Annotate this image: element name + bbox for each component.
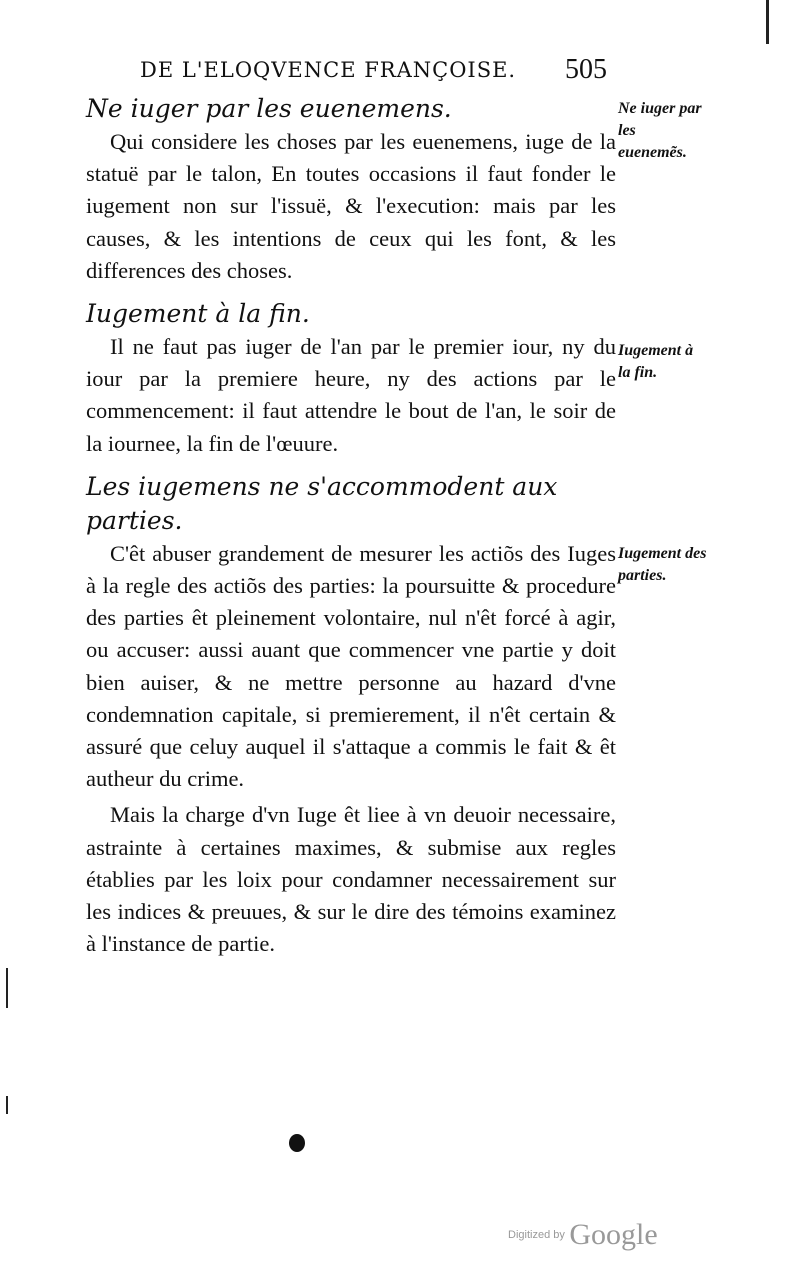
- ornament-dot: [289, 1134, 305, 1152]
- margin-note-iugement-fin: Iugement à la fin.: [618, 342, 694, 381]
- running-header: DE L'ELOQVENCE FRANÇOISE.: [140, 58, 517, 82]
- paragraph: Qui considere les choses par les euenemens, iuge de la statuë par le talon, En toutes occasions il faut fonder le iugement non sur l'issuë, & l'execution: mais par les causes, & les intentions de ceux qui les font, & les differences des choses.: [86, 129, 616, 283]
- paragraph: C'êt abuser grandement de mesurer les actiõs des Iuges à la regle des actiõs des parties: la poursuitte & procedure des parties êt pleinement volontaire, nul n'êt forcé à agir, ou accuser: aussi auant que commencer vne partie y doit bien auiser, & ne mettre personne au hazard d'vne condemnation capitale, si premierement, il n'êt certain & assuré que celuy auquel il s'attaque a commis le fait & êt autheur du crime.: [86, 540, 616, 792]
- paragraph: Mais la charge d'vn Iuge êt liee à vn deuoir necessaire, astrainte à certaines maximes, & submise aux regles établies par les loix pour condamner necessairement sur les indices & preuues, & sur le dire des témoins examinez à l'instance de partie.: [86, 802, 616, 957]
- section-heading: Ne iuger par les euenemens.: [86, 94, 452, 123]
- margin-note-iugement-parties: Iugement des parties.: [618, 545, 707, 584]
- page-corner-mark: [766, 0, 795, 44]
- section-ne-iuger: [86, 92, 616, 287]
- margin-note-ne-iuger: Ne iuger par les euenemẽs.: [618, 100, 702, 161]
- section-iugemens-parties: [86, 470, 616, 961]
- main-text-column: [86, 92, 616, 960]
- page-number: 505: [565, 54, 607, 85]
- section-heading: Les iugemens ne s'accommodent aux parties.: [86, 471, 558, 535]
- scan-edge-mark: [6, 968, 8, 1008]
- section-iugement-fin: [86, 297, 616, 460]
- paragraph: Il ne faut pas iuger de l'an par le premier iour, ny du iour par la premiere heure, ny des actions par le commencement: il faut attendre le bout de l'an, le soir de la iournee, la fin de l'œuure.: [86, 334, 616, 456]
- section-heading: Iugement à la fin.: [86, 299, 310, 329]
- google-logo-text: Google: [569, 1218, 658, 1251]
- scan-edge-mark: [6, 1096, 8, 1114]
- watermark-prefix: Digitized by: [508, 1229, 565, 1241]
- google-watermark: [508, 1218, 658, 1252]
